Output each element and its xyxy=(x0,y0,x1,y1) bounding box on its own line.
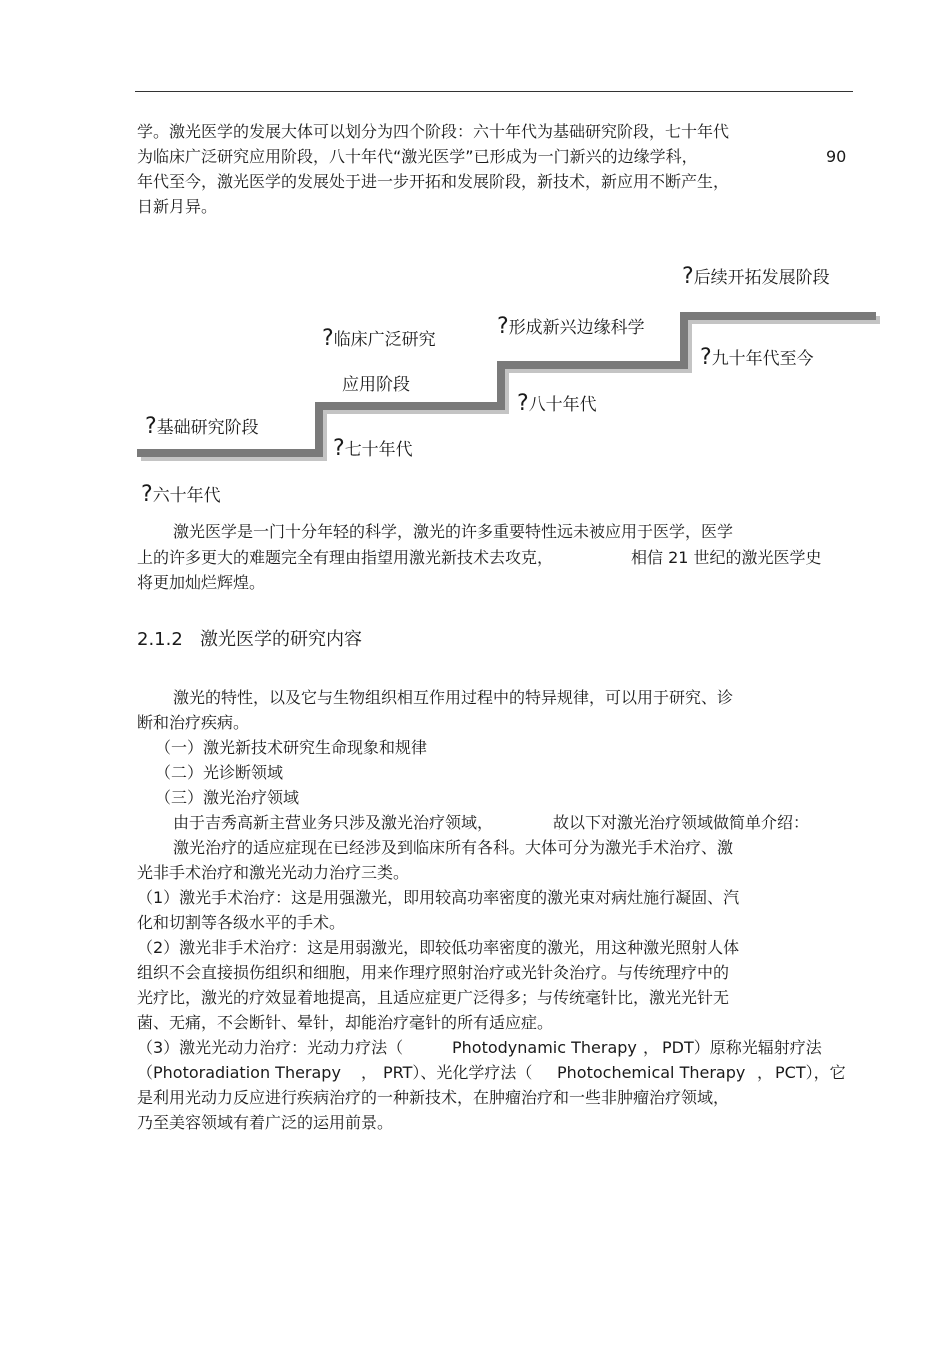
intro-line-1: 学。激光医学的发展大体可以划分为四个阶段：六十年代为基础研究阶段，七十年代 xyxy=(137,122,730,141)
therapy-3-line-1d: PDT）原称光辐射疗法 xyxy=(662,1038,822,1057)
body-p2-part-b: 故以下对激光治疗领域做简单介绍： xyxy=(553,813,810,832)
para2-line-2a: 上的许多更大的难题完全有理由指望用激光新技术去攻克， xyxy=(137,548,554,567)
therapy-3-line-2c: PRT）、光化学疗法（ xyxy=(383,1063,533,1082)
para2-line-1: 激光医学是一门十分年轻的科学，激光的许多重要特性远未被应用于医学，医学 xyxy=(173,522,734,541)
therapy-3-line-1c: ， xyxy=(643,1038,660,1057)
section-title: 激光医学的研究内容 xyxy=(199,629,362,650)
stair-2-top-label-cont: 应用阶段 xyxy=(342,375,410,395)
intro-line-3: 年代至今，激光医学的发展处于进一步开拓和发展阶段，新技术，新应用不断产生， xyxy=(137,172,730,191)
therapy-1-line-2: 化和切割等各级水平的手术。 xyxy=(137,913,346,932)
therapy-3-line-1a: （3）激光光动力治疗：光动力疗法（ xyxy=(137,1038,404,1057)
intro-line-2: 为临床广泛研究应用阶段，八十年代“激光医学”已形成为一门新兴的边缘学科， xyxy=(137,147,698,166)
therapy-2-line-2: 组织不会直接损伤组织和细胞，用来作理疗照射治疗或光针灸治疗。与传统理疗中的 xyxy=(137,963,730,982)
question-mark-icon: ? xyxy=(517,391,529,416)
question-mark-icon: ? xyxy=(497,314,509,339)
section-heading xyxy=(137,630,362,650)
stair-3-top-label: ?形成新兴边缘科学 xyxy=(497,314,645,339)
intro-line-4: 日新月异。 xyxy=(137,197,218,216)
para2-line-2b: 相信 21 世纪的激光医学史 xyxy=(631,548,822,567)
stair-4-top-label: ?后续开拓发展阶段 xyxy=(682,264,830,289)
question-mark-icon: ? xyxy=(682,264,694,289)
therapy-3-line-2f: PCT），它 xyxy=(775,1063,846,1082)
stair-4-bottom-label: ?九十年代至今 xyxy=(700,345,814,370)
staircase-diagram xyxy=(0,0,950,520)
question-mark-icon: ? xyxy=(333,436,345,461)
therapy-3-line-2d: Photochemical Therapy xyxy=(557,1063,746,1082)
section-number: 2.1.2 xyxy=(137,629,183,650)
therapy-3-line-3: 是利用光动力反应进行疾病治疗的一种新技术，在肿瘤治疗和一些非肿瘤治疗领域， xyxy=(137,1088,730,1107)
therapy-2-line-1: （2）激光非手术治疗：这是用弱激光，即较低功率密度的激光，用这种激光照射人体 xyxy=(137,938,740,957)
therapy-3-line-4: 乃至美容领域有着广泛的运用前景。 xyxy=(137,1113,394,1132)
body-p3-line-1: 激光治疗的适应症现在已经涉及到临床所有各科。大体可分为激光手术治疗、激 xyxy=(173,838,734,857)
therapy-3-line-1b: Photodynamic Therapy xyxy=(452,1038,637,1057)
therapy-2-line-4: 菌、无痛，不会断针、晕针，却能治疗毫针的所有适应症。 xyxy=(137,1013,554,1032)
therapy-2-line-3: 光疗比，激光的疗效显着地提高，且适应症更广泛得多；与传统毫针比，激光光针无 xyxy=(137,988,730,1007)
stair-3-bottom-label: ?八十年代 xyxy=(517,391,597,416)
therapy-3-line-2b: ， xyxy=(361,1063,378,1082)
therapy-1-line-1: （1）激光手术治疗：这是用强激光，即用较高功率密度的激光束对病灶施行凝固、汽 xyxy=(137,888,740,907)
question-mark-icon: ? xyxy=(322,326,334,351)
question-mark-icon: ? xyxy=(145,414,157,439)
therapy-3-line-2a: （Photoradiation Therapy xyxy=(137,1063,341,1082)
body-p3-line-2: 光非手术治疗和激光光动力治疗三类。 xyxy=(137,863,410,882)
list-item-2: （二）光诊断领域 xyxy=(155,763,284,782)
stair-2-bottom-label: ?七十年代 xyxy=(333,436,413,461)
stair-1-bottom-label: ?六十年代 xyxy=(141,482,221,507)
body-p1-line-1: 激光的特性，以及它与生物组织相互作用过程中的特异规律，可以用于研究、诊 xyxy=(173,688,734,707)
question-mark-icon: ? xyxy=(700,345,712,370)
stair-1-top-label: ?基础研究阶段 xyxy=(145,414,259,439)
body-p1-line-2: 断和治疗疾病。 xyxy=(137,713,250,732)
body-p2-part-a: 由于吉秀高新主营业务只涉及激光治疗领域， xyxy=(173,813,494,832)
list-item-3: （三）激光治疗领域 xyxy=(155,788,300,807)
intro-line-2-number: 90 xyxy=(826,147,847,166)
para2-line-3: 将更加灿烂辉煌。 xyxy=(137,573,266,592)
list-item-1: （一）激光新技术研究生命现象和规律 xyxy=(155,738,428,757)
stair-2-top-label: ?临床广泛研究 xyxy=(322,326,436,351)
therapy-3-line-2e: ， xyxy=(757,1063,774,1082)
header-rule xyxy=(135,91,853,92)
question-mark-icon: ? xyxy=(141,482,153,507)
